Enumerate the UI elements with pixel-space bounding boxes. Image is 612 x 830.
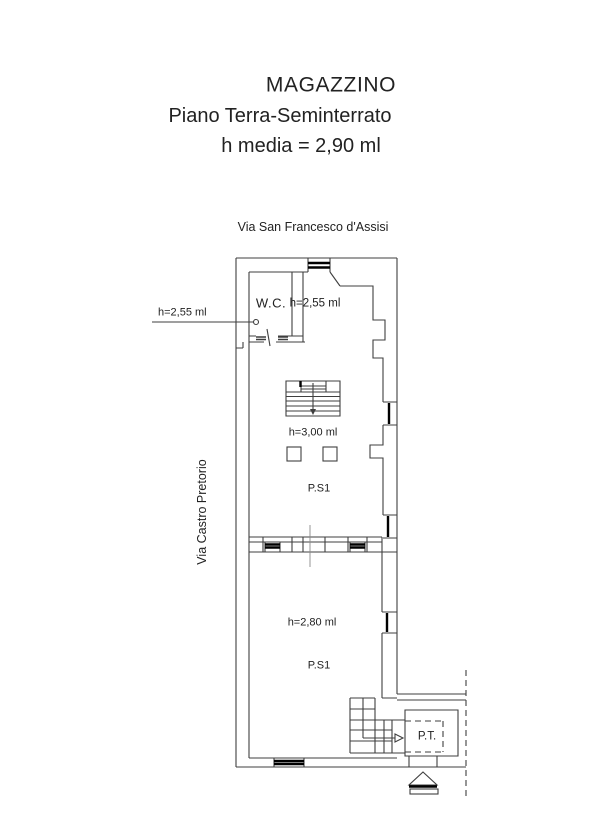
ground-floor-entry-label: P.T. bbox=[417, 730, 437, 743]
lower-room-height-note: h=2,80 ml bbox=[287, 616, 337, 629]
wc-height-note: h=2,55 ml bbox=[158, 306, 207, 319]
floor-subtitle: Piano Terra-Seminterrato bbox=[168, 105, 392, 127]
upper-staircase bbox=[286, 381, 340, 416]
wc-door bbox=[256, 329, 288, 346]
upper-room-height-note: h=2,55 ml bbox=[289, 297, 341, 310]
bottom-wall bbox=[249, 758, 397, 767]
street-door bbox=[308, 258, 340, 286]
middle-dividing-wall bbox=[249, 525, 397, 567]
stairwell-height-note: h=3,00 ml bbox=[288, 426, 338, 439]
right-wall-window-middle bbox=[383, 515, 397, 538]
exterior-entrance-icon bbox=[409, 772, 438, 794]
average-height-note: h media = 2,90 ml bbox=[221, 135, 381, 157]
wc-height-leader-line bbox=[152, 320, 259, 325]
lower-staircase bbox=[350, 698, 405, 753]
upper-room-name: P.S1 bbox=[307, 482, 331, 495]
outer-walls bbox=[236, 258, 466, 767]
right-wall-window-upper bbox=[383, 402, 397, 425]
wc-room-label: W.C. bbox=[255, 295, 287, 311]
pillars bbox=[287, 447, 337, 461]
street-label-left: Via Castro Pretorio bbox=[194, 459, 209, 565]
page-title: MAGAZZINO bbox=[265, 73, 397, 97]
stairs-down-arrow-icon bbox=[310, 409, 316, 415]
upper-right-interior-wall bbox=[340, 286, 385, 515]
lower-room-name: P.S1 bbox=[307, 659, 331, 672]
entry-direction-arrow-icon bbox=[395, 734, 403, 742]
street-label-top: Via San Francesco d'Assisi bbox=[237, 219, 389, 234]
right-wall-window-lower bbox=[382, 552, 397, 698]
